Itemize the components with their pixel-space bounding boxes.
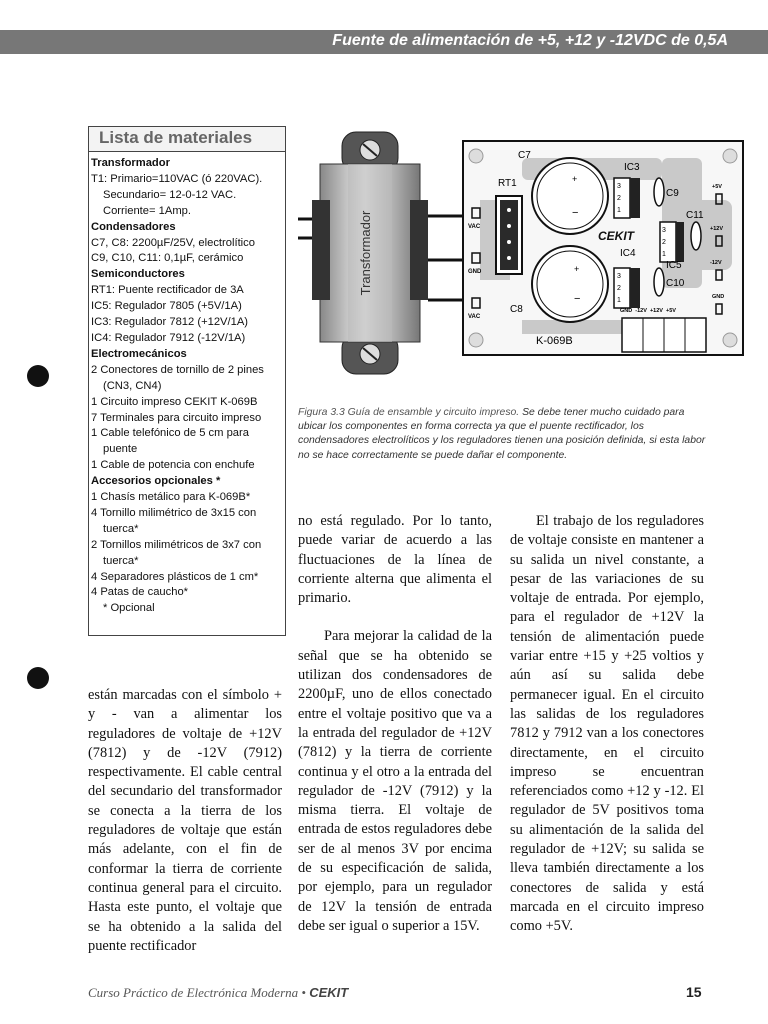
pcb-board-id: K-069B bbox=[536, 335, 573, 347]
materials-title: Lista de materiales bbox=[89, 127, 285, 152]
c8-label: C8 bbox=[510, 304, 523, 315]
page-header-title: Fuente de alimentación de +5, +12 y -12VDC de 0,5A bbox=[332, 32, 728, 49]
materials-heading: Transformador bbox=[91, 157, 170, 169]
materials-item: tuerca* bbox=[103, 554, 139, 567]
c7-minus: − bbox=[572, 207, 579, 219]
wires-to-pcb bbox=[440, 200, 464, 320]
materials-item: RT1: Puente rectificador de 3A bbox=[91, 284, 244, 297]
materials-item: Corriente= 1Amp. bbox=[103, 204, 191, 217]
body-paragraph: Para mejorar la calidad de la señal que se ha obtenido se utilizan dos condensadores de 2200µF, uno de ellos conectado entre el voltaje positivo que va a la entrada del regulador de +12V (7812) y la tierra de corriente continua y el otro a la entrada del regulador de -12V (7912) y la misma tierra. El voltaje de entrada de estos reguladores debe ser de al menos 3V por encima de su especificación de salida, por ejemplo, para un regulador de 12V la tensión de entrada debe ser igual o superior a 15V. bbox=[298, 628, 492, 934]
out-plus12-label: +12V bbox=[710, 226, 723, 232]
ic3-label: IC3 bbox=[624, 162, 640, 173]
materials-item: 2 Tornillos milimétricos de 3x7 con bbox=[91, 538, 262, 551]
materials-item: C7, C8: 2200µF/25V, electrolítico bbox=[91, 236, 255, 249]
ic5-pin1: 1 bbox=[662, 251, 666, 258]
figure-caption-label: Figura 3.3 Guía de ensamble y circuito impreso. bbox=[298, 407, 520, 418]
transformer-label: Transformador bbox=[358, 210, 373, 296]
body-column-3 bbox=[510, 512, 704, 937]
materials-item: (CN3, CN4) bbox=[103, 379, 162, 392]
materials-item: 1 Chasís metálico para K-069B* bbox=[91, 491, 251, 504]
ic3-pin2: 2 bbox=[617, 195, 621, 202]
margin-bullet bbox=[27, 365, 49, 387]
materials-item: C9, C10, C11: 0,1µF, cerámico bbox=[91, 252, 244, 265]
materials-item: * Opcional bbox=[103, 602, 155, 615]
page-number: 15 bbox=[686, 984, 702, 1000]
ic5-label: IC5 bbox=[666, 260, 682, 271]
ic4-pin2: 2 bbox=[617, 285, 621, 292]
out-gnd-label: GND bbox=[712, 294, 725, 300]
c7-label: C7 bbox=[518, 150, 531, 161]
ic4-pin3: 3 bbox=[617, 273, 621, 280]
materials-item: IC3: Regulador 7812 (+12V/1A) bbox=[91, 316, 249, 329]
c9-label: C9 bbox=[666, 188, 679, 199]
c8-plus: + bbox=[574, 264, 580, 274]
out-minus12-label: -12V bbox=[710, 260, 722, 266]
materials-heading: Semiconductores bbox=[91, 268, 185, 281]
c11-label: C11 bbox=[686, 210, 704, 221]
pcb-layout bbox=[462, 140, 744, 356]
materials-item: 4 Tornillo milimétrico de 3x15 con bbox=[91, 506, 257, 519]
materials-heading: Electromecánicos bbox=[91, 347, 187, 360]
footer-logo: CEKIT bbox=[309, 985, 349, 1000]
bottom-connector-labels: GND -12V +12V +5V bbox=[620, 308, 676, 314]
header-bar bbox=[0, 30, 768, 54]
materials-item: IC5: Regulador 7805 (+5V/1A) bbox=[91, 300, 242, 313]
rt1-label: RT1 bbox=[498, 178, 517, 189]
materials-item: 4 Separadores plásticos de 1 cm* bbox=[91, 570, 259, 583]
pcb-logo: CEKIT bbox=[598, 229, 634, 243]
body-column-2 bbox=[298, 512, 492, 936]
materials-item: 2 Conectores de tornillo de 2 pines bbox=[91, 363, 264, 376]
c10-label: C10 bbox=[666, 278, 685, 289]
materials-item: 4 Patas de caucho* bbox=[91, 586, 189, 599]
ic4-label: IC4 bbox=[620, 248, 636, 259]
materials-item: 1 Circuito impreso CEKIT K-069B bbox=[91, 395, 258, 408]
ic4-pin1: 1 bbox=[617, 297, 621, 304]
materials-item: puente bbox=[103, 443, 138, 456]
materials-list bbox=[89, 152, 285, 617]
materials-box bbox=[88, 126, 286, 636]
ic5-pin2: 2 bbox=[662, 239, 666, 246]
out-plus5-label: +5V bbox=[712, 184, 722, 190]
materials-item: IC4: Regulador 7912 (-12V/1A) bbox=[91, 331, 246, 344]
materials-item: T1: Primario=110VAC (ó 220VAC). bbox=[91, 172, 263, 185]
vac-label-bottom: VAC bbox=[468, 314, 481, 320]
materials-item: 1 Cable telefónico de 5 cm para bbox=[91, 427, 249, 440]
c7-plus: + bbox=[572, 174, 578, 184]
margin-bullet bbox=[27, 667, 49, 689]
vac-label-top: VAC bbox=[468, 224, 481, 230]
c8-minus: − bbox=[574, 293, 581, 305]
transformer-drawing bbox=[298, 130, 440, 376]
body-paragraph: están marcadas con el símbolo + y - van a alimentar los reguladores de voltaje de +12V (7812) y de -12V (7912) respectivamente. El cable central del secundario del transformador se conecta a la tierra de los reguladores de voltaje que están más adelante, con el fin de conformar la tierra de corriente continua general para el circuito. Hasta este punto, el voltaje que se ha obtenido a la salida del puente rectificador bbox=[88, 687, 282, 954]
body-paragraph: no está regulado. Por lo tanto, puede variar de acuerdo a las fluctuaciones de la línea de corriente alterna que alimenta el primario. bbox=[298, 513, 492, 607]
materials-heading: Accesorios opcionales * bbox=[91, 475, 221, 488]
footer-course bbox=[88, 985, 348, 1001]
materials-item: Secundario= 12-0-12 VAC. bbox=[103, 188, 237, 201]
footer-course-title: Curso Práctico de Electrónica Moderna • bbox=[88, 985, 306, 1000]
figure-caption-text: Se debe tener mucho cuidado para ubicar los componentes en forma correcta ya que el puente rectificador, los condensadores electrolíticos y los reguladores tienen una posición definida, si esta labor no se hace correctamente se puede dañar el componente. bbox=[298, 407, 706, 461]
materials-item: 7 Terminales para circuito impreso bbox=[91, 411, 262, 424]
materials-item: tuerca* bbox=[103, 522, 139, 535]
body-paragraph: El trabajo de los reguladores de voltaje consiste en mantener a su salida un nivel constante, a pesar de las variaciones de su voltaje de entrada. Por ejemplo, para el regulador de +12V la tensión de alimentación puede variar entre +15 y +25 voltios y aún así su salida debe permanecer igual. En el circuito las salidas de los reguladores 7812 y 7912 van a los conectores directamente, en el circuito impreso se encuentran referenciados como +12 y -12. El regulador de 5V positivos toma su alimentación de la salida del regulador de +12V; su salida se lleva también directamente a los conectores de salida y está marcada en el circuito impreso como +5V. bbox=[510, 513, 704, 935]
gnd-label-left: GND bbox=[468, 269, 482, 275]
figure-caption bbox=[298, 406, 708, 463]
materials-item: 1 Cable de potencia con enchufe bbox=[91, 459, 255, 472]
ic5-pin3: 3 bbox=[662, 227, 666, 234]
ic3-pin3: 3 bbox=[617, 183, 621, 190]
body-column-1 bbox=[88, 686, 282, 956]
materials-heading: Condensadores bbox=[91, 220, 176, 233]
ic3-pin1: 1 bbox=[617, 207, 621, 214]
